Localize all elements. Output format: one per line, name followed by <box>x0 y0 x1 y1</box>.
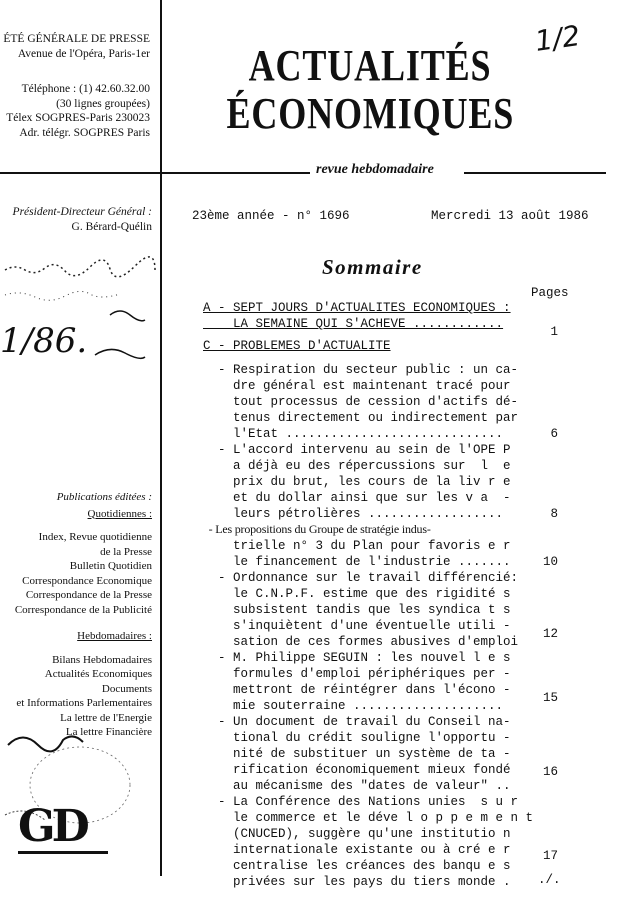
gd-logo <box>18 803 108 854</box>
daily-heading: Quotidiennes : <box>87 507 152 520</box>
toc-entry-text: s'inquiètent d'une éventuelle utili - <box>203 619 511 633</box>
publications-list <box>0 490 152 740</box>
list-item <box>203 627 603 650</box>
daily-item: Correspondance de la Publicité <box>14 603 152 616</box>
toc-entry-text: mettront de réintégrer dans l'écono - <box>203 683 511 697</box>
logo-text: GD <box>18 801 86 852</box>
weekly-item: Documents <box>101 682 152 695</box>
list-item <box>203 826 603 842</box>
toc-entry-text: rification économiquement mieux fondé <box>203 763 511 777</box>
column-divider <box>160 0 162 876</box>
toc-page-number: 1 <box>550 325 558 339</box>
list-item <box>203 666 603 682</box>
toc-page-number: 6 <box>550 427 558 441</box>
toc-entry-text: C - PROBLEMES D'ACTUALITE <box>203 339 391 353</box>
list-item <box>203 810 603 826</box>
toc-entry-text: A - SEPT JOURS D'ACTUALITES ECONOMIQUES : <box>203 301 511 315</box>
weekly-item: La lettre Financière <box>65 726 152 738</box>
list-item <box>203 554 603 570</box>
toc-entry-text: (CNUCED), suggère qu'une institutio n <box>203 827 511 841</box>
list-item <box>203 442 603 458</box>
list-item <box>203 691 603 714</box>
list-item <box>203 794 603 810</box>
daily-item: de la Presse <box>100 545 152 558</box>
telegraph: Adr. télégr. SOGPRES Paris <box>19 126 150 139</box>
toc-entry-text: - Ordonnance sur le travail différencié: <box>203 571 519 585</box>
handwritten-page-mark: 1/2 <box>532 19 583 58</box>
masthead-title-line1: ACTUALITÉS <box>248 41 492 90</box>
daily-item: Correspondance de la Presse <box>25 589 152 601</box>
list-item <box>203 746 603 762</box>
toc-entry-text: - La Conférence des Nations unies s u r <box>203 795 519 809</box>
toc-entry-text: le financement de l'industrie ....... <box>203 555 511 569</box>
list-item <box>203 426 603 442</box>
list-item <box>203 538 603 554</box>
list-item <box>203 300 603 316</box>
list-item <box>203 506 603 522</box>
toc-entry-text: formules d'emploi périphériques per - <box>203 667 511 681</box>
toc-page-number: 10 <box>542 555 558 569</box>
toc-entry-text: LA SEMAINE QUI S'ACHEVE ............ <box>203 317 504 331</box>
list-item <box>203 570 603 586</box>
toc-entry-text: privées sur les pays du tiers monde . <box>203 875 511 889</box>
list-item <box>203 650 603 666</box>
toc-entry-text: l'Etat ............................. <box>203 427 504 441</box>
toc-entry-text: a déjà eu des répercussions sur l e <box>203 459 511 473</box>
toc-entry-text: tout processus de cession d'actifs dé- <box>203 395 519 409</box>
weekly-item: et Informations Parlementaires <box>16 697 152 709</box>
masthead <box>195 42 545 138</box>
list-item <box>203 730 603 746</box>
list-item <box>203 474 603 490</box>
toc-entry-text: sation de ces formes abusives d'emploi <box>203 635 519 649</box>
continuation-mark: ./. <box>538 873 561 887</box>
masthead-title-line2: ÉCONOMIQUES <box>226 89 515 138</box>
daily-item: Index, Revue quotidienne <box>38 531 152 543</box>
handwritten-note: 1/86. <box>0 321 88 361</box>
subtitle: revue hebdomadaire <box>316 162 434 177</box>
toc-entry-text: mie souterraine .................... <box>203 699 504 713</box>
toc-page-number: 17 <box>542 849 558 863</box>
phone-lines: (30 lignes groupées) <box>56 97 150 110</box>
sidebar-divider <box>0 172 160 174</box>
publisher-name: ÉTÉ GÉNÉRALE DE PRESSE <box>3 33 150 45</box>
weekly-item: Bilans Hebdomadaires <box>52 653 152 666</box>
list-item <box>203 316 603 339</box>
summary-heading: Sommaire <box>322 255 423 279</box>
publisher-address: Avenue de l'Opéra, Paris-1er <box>17 48 150 60</box>
toc-entry-text: tenus directement ou indirectement par <box>203 411 519 425</box>
toc-entry-text: au mécanisme des "dates de valeur" .. <box>203 779 511 793</box>
weekly-item: Actualités Economiques <box>44 668 152 680</box>
telex: Télex SOGPRES-Paris 230023 <box>6 112 150 124</box>
toc-page-number: 15 <box>542 691 558 705</box>
director <box>0 205 152 234</box>
toc-entry-text: et du dollar ainsi que sur les v a - <box>203 491 511 505</box>
toc-page-number: 8 <box>550 507 558 521</box>
toc-entry-text: prix du brut, les cours de la liv r e <box>203 475 511 489</box>
list-item <box>203 602 603 618</box>
toc-page-number: 12 <box>542 627 558 641</box>
list-item <box>203 394 603 410</box>
pages-label: Pages <box>531 286 569 300</box>
list-item <box>203 458 603 474</box>
toc-entry-text: dre général est maintenant tracé pour <box>203 379 511 393</box>
toc-entry-text: - Respiration du secteur public : un ca- <box>203 363 519 377</box>
list-item <box>203 586 603 602</box>
director-role: Président-Directeur Général : <box>12 206 152 218</box>
toc-entry-text: internationale existante ou à cré e r <box>203 843 511 857</box>
phone: Téléphone : (1) 42.60.32.00 <box>21 83 150 95</box>
toc-page-number: 16 <box>542 765 558 779</box>
publications-heading: Publications éditées : <box>56 491 152 503</box>
toc-entry-text: trielle n° 3 du Plan pour favoris e r <box>203 539 511 553</box>
contact-info <box>0 82 150 140</box>
toc-entry-text: tional du crédit souligne l'opportu - <box>203 731 511 745</box>
list-item <box>203 521 603 537</box>
toc-entry-text: - M. Philippe SEGUIN : les nouvel l e s <box>203 651 511 665</box>
list-item <box>203 490 603 506</box>
toc-entry-text: - Les propositions du Groupe de stratégie indus- <box>203 522 431 536</box>
toc-entry-text: le C.N.P.F. estime que des rigidité s <box>203 587 511 601</box>
toc-entry-text: - Un document de travail du Conseil na- <box>203 715 511 729</box>
list-item <box>203 338 603 354</box>
toc-entry-text: - L'accord intervenu au sein de l'OPE P <box>203 443 511 457</box>
daily-item: Correspondance Economique <box>22 574 152 587</box>
toc-entry-text: nité de substituer un système de ta - <box>203 747 511 761</box>
weekly-item: La lettre de l'Energie <box>60 711 152 724</box>
issue-number: 23ème année - n° 1696 <box>192 209 350 223</box>
toc-entry-text: leurs pétrolières .................. <box>203 507 504 521</box>
issue-date: Mercredi 13 août 1986 <box>431 209 589 223</box>
list-item <box>203 362 603 378</box>
list-item <box>203 714 603 730</box>
weekly-heading: Hebdomadaires : <box>77 630 152 642</box>
toc-entry-text: subsistent tandis que les syndica t s <box>203 603 511 617</box>
list-item <box>203 378 603 394</box>
list-item <box>203 410 603 426</box>
toc-entry-text: centralise les créances des banqu e s <box>203 859 511 873</box>
publisher-info <box>0 32 150 62</box>
subtitle-rule-left <box>162 172 310 174</box>
toc-entry-text: le commerce et le déve l o p p e m e n t <box>203 811 534 825</box>
director-name: G. Bérard-Quélin <box>71 220 152 233</box>
subtitle-rule-right <box>464 172 606 174</box>
daily-item: Bulletin Quotidien <box>69 560 152 572</box>
